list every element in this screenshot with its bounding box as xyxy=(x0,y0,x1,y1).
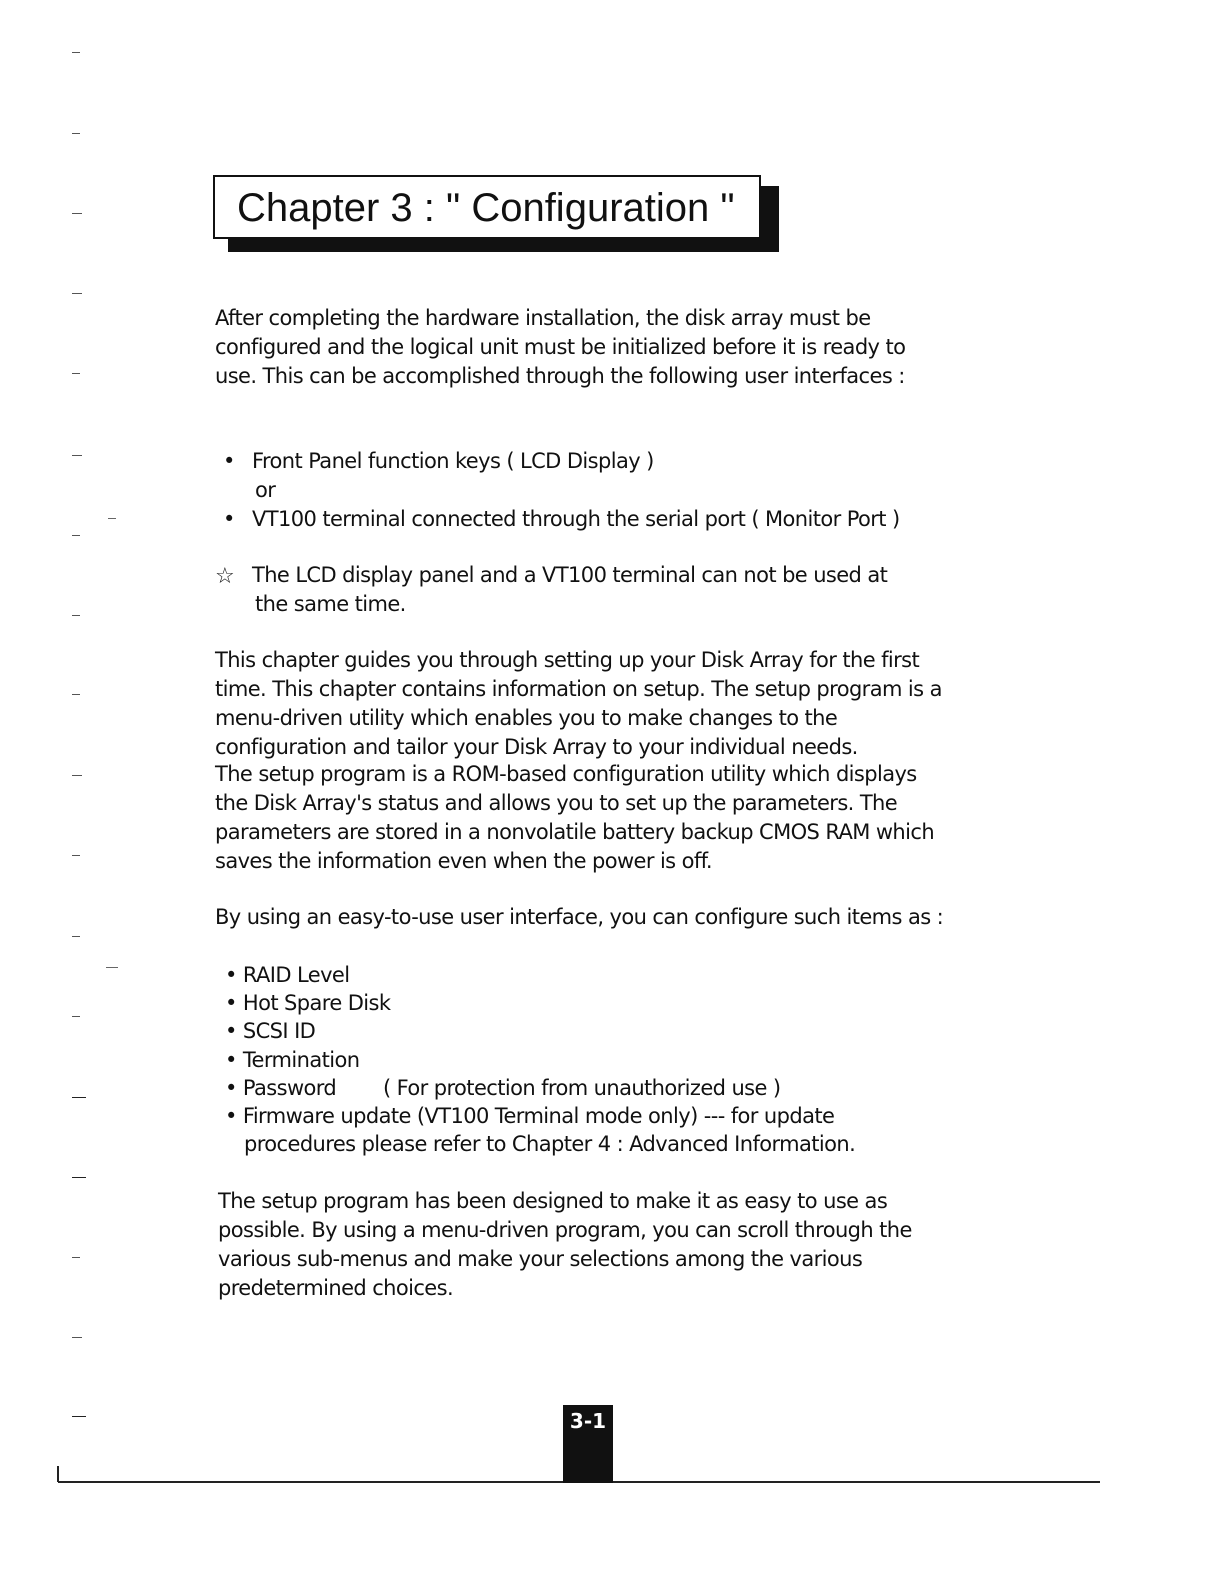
margin-tick xyxy=(72,1337,82,1338)
body-paragraph-3: By using an easy-to-use user interface, you can configure such items as : xyxy=(215,905,944,929)
feature-item xyxy=(225,961,349,989)
feature-item xyxy=(225,1074,336,1102)
feature-item xyxy=(225,1102,834,1130)
margin-tick xyxy=(72,1177,86,1178)
margin-tick xyxy=(72,1416,86,1417)
feature-item xyxy=(225,1046,359,1074)
bullet: • xyxy=(225,1019,237,1043)
margin-tick xyxy=(72,535,80,536)
body-paragraph-2: The setup program is a ROM-based configuration utility which displays the Disk Array's status and allows you to set up the parameters. The parameters are stored in a nonvolatile battery backup CMOS RAM which saves the information even when the power is off. xyxy=(215,762,935,873)
bullet: • xyxy=(225,1048,237,1072)
chapter-title: Chapter 3 : " Configuration " xyxy=(237,186,735,230)
interface-front-panel: Front Panel function keys ( LCD Display ) xyxy=(252,449,654,473)
feature-raid: RAID Level xyxy=(242,963,350,987)
star-icon: ☆ xyxy=(215,564,235,589)
interface-vt100: VT100 terminal connected through the serial port ( Monitor Port ) xyxy=(252,507,900,531)
margin-tick xyxy=(72,775,82,776)
chapter-title-box xyxy=(213,175,761,239)
margin-tick xyxy=(72,133,80,134)
bullet: • xyxy=(225,1104,237,1128)
bullet: • xyxy=(223,507,235,531)
body-paragraph-1: This chapter guides you through setting up your Disk Array for the first time. This chapter contains information on setup. The setup program is a menu-driven utility which enables you to make changes to the configuration and tailor your Disk Array to your individual needs. xyxy=(215,648,942,759)
page-number: 3-1 xyxy=(569,1409,607,1433)
margin-tick xyxy=(72,615,80,616)
feature-firmware-continued: procedures please refer to Chapter 4 : Advanced Information. xyxy=(244,1132,856,1156)
margin-tick xyxy=(72,213,82,214)
bullet: • xyxy=(225,991,237,1015)
interface-connector: or xyxy=(255,478,276,502)
feature-password-note: ( For protection from unauthorized use ) xyxy=(383,1076,781,1100)
feature-password: Password xyxy=(242,1076,337,1100)
feature-firmware: Firmware update (VT100 Terminal mode only) --- for update xyxy=(242,1104,835,1128)
margin-tick xyxy=(72,373,80,374)
bullet: • xyxy=(223,449,235,473)
feature-item xyxy=(225,989,390,1017)
margin-tick xyxy=(72,855,80,856)
crop-mark xyxy=(57,1466,59,1482)
margin-tick xyxy=(72,936,80,937)
feature-scsi-id: SCSI ID xyxy=(242,1019,316,1043)
margin-tick xyxy=(72,1016,80,1017)
feature-termination: Termination xyxy=(242,1048,360,1072)
margin-tick xyxy=(72,455,82,456)
margin-tick xyxy=(72,52,80,53)
intro-paragraph: After completing the hardware installation, the disk array must be configured and the logical unit must be initialized before it is ready to use. This can be accomplished through the following user interfaces : xyxy=(215,306,906,388)
note-line-1: The LCD display panel and a VT100 terminal can not be used at xyxy=(252,563,888,587)
margin-tick xyxy=(72,694,80,695)
bullet: • xyxy=(225,963,237,987)
margin-tick xyxy=(108,518,116,519)
margin-tick xyxy=(72,1257,80,1258)
margin-tick xyxy=(72,293,82,294)
closing-paragraph: The setup program has been designed to make it as easy to use as possible. By using a menu-driven program, you can scroll through the various sub-menus and make your selections among the various predetermined choices. xyxy=(218,1189,912,1300)
note-line-2: the same time. xyxy=(255,592,406,616)
margin-tick xyxy=(106,967,118,968)
page-number-tab xyxy=(563,1405,613,1483)
bullet: • xyxy=(225,1076,237,1100)
margin-tick xyxy=(72,1097,86,1098)
feature-hot-spare: Hot Spare Disk xyxy=(242,991,391,1015)
feature-item xyxy=(225,1017,315,1045)
